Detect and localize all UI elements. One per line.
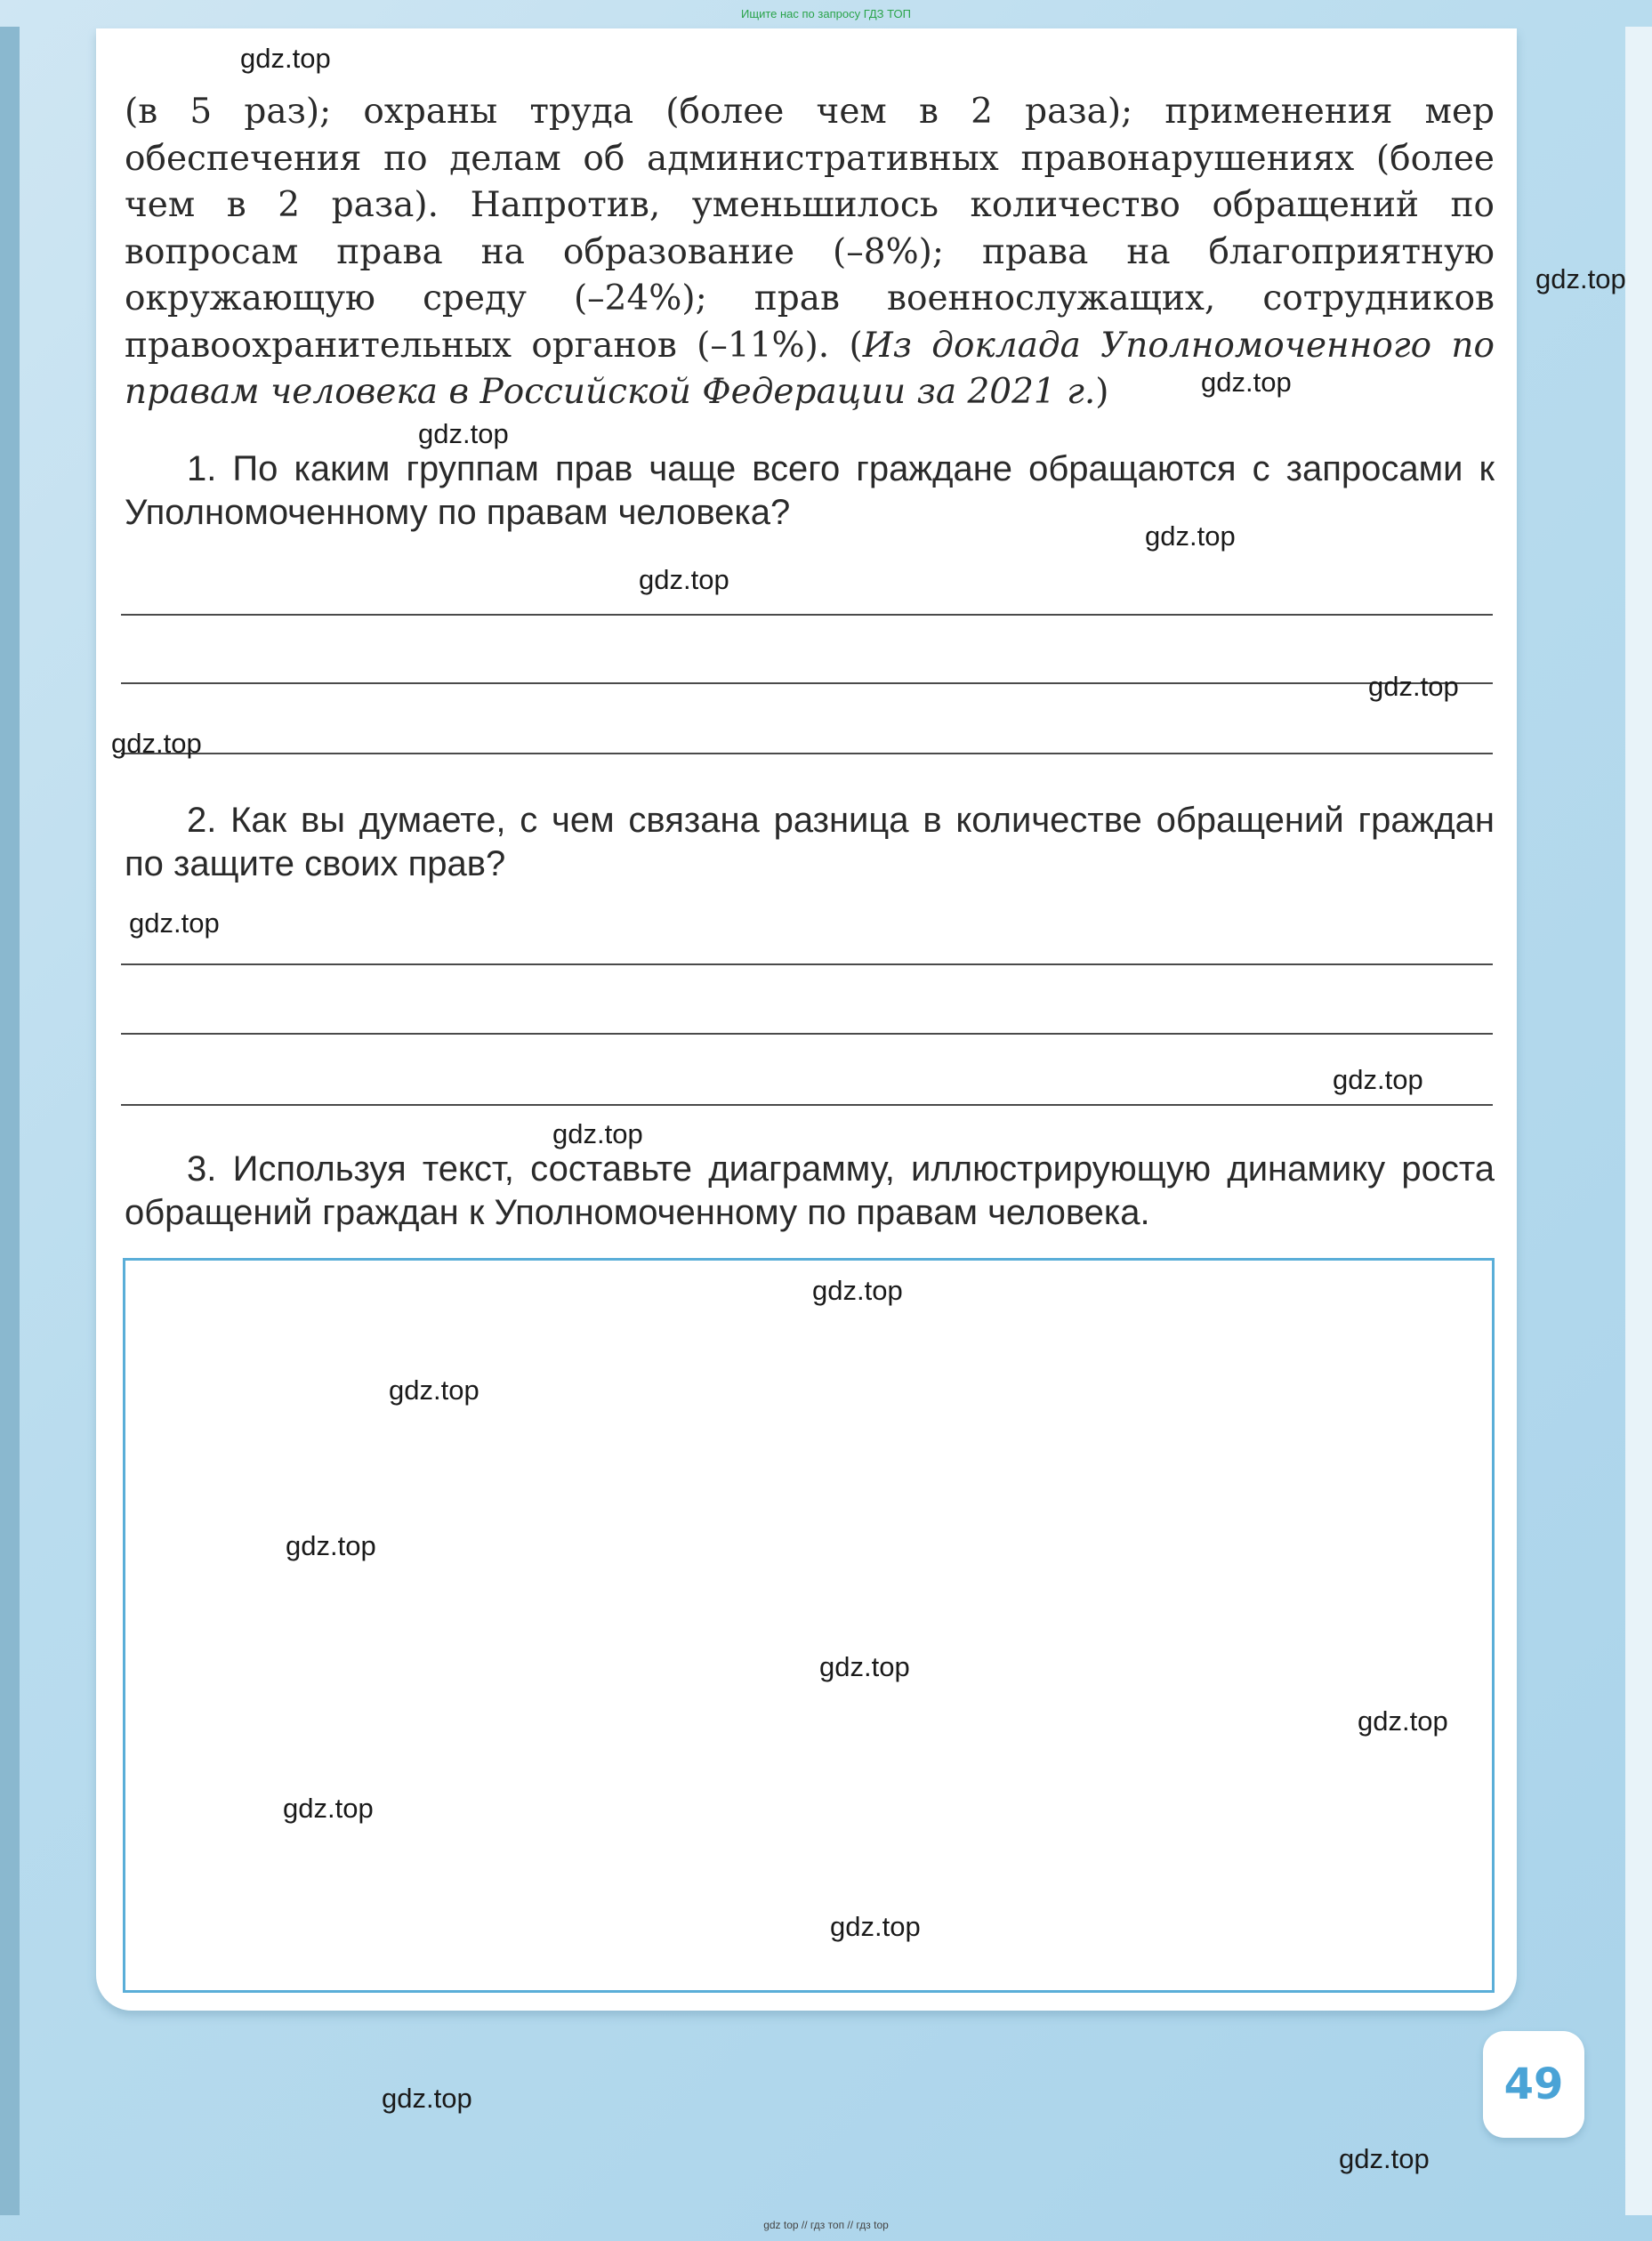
watermark: gdz.top — [283, 1793, 374, 1824]
answer-line-1b[interactable] — [121, 682, 1493, 684]
page-spine-strip — [0, 27, 20, 2215]
watermark: gdz.top — [111, 728, 202, 759]
diagram-answer-box[interactable] — [123, 1258, 1495, 1993]
watermark: gdz.top — [830, 1911, 921, 1942]
watermark: gdz.top — [1368, 671, 1459, 702]
answer-line-2a[interactable] — [121, 963, 1493, 965]
watermark: gdz.top — [552, 1118, 643, 1149]
watermark: gdz.top — [389, 1374, 479, 1406]
paragraph-source: Из доклада Уполномоченного по правам человека в Российской Федерации за 2021 г. — [125, 325, 1495, 412]
watermark: gdz.top — [1358, 1705, 1448, 1737]
question-3: 3. Используя текст, составьте диаграмму, иллюстрирующую динамику роста обращений граждан к Уполномоченному по правам человека. — [125, 1149, 1495, 1232]
page-number: 49 — [1483, 2031, 1584, 2138]
top-banner: Ищите нас по запросу ГДЗ ТОП — [741, 7, 911, 20]
question-1: 1. По каким группам прав чаще всего граждане обращаются с запросами к Уполномоченному по правам человека? — [125, 449, 1495, 532]
answer-line-2c[interactable] — [121, 1104, 1493, 1106]
watermark: gdz.top — [1333, 1064, 1423, 1095]
answer-line-2b[interactable] — [121, 1033, 1493, 1035]
watermark: gdz.top — [1145, 520, 1236, 552]
answer-line-1c[interactable] — [121, 753, 1493, 754]
watermark: gdz.top — [1201, 367, 1292, 398]
watermark: gdz.top — [812, 1275, 903, 1306]
watermark: gdz.top — [1339, 2143, 1430, 2174]
bottom-banner: gdz top // гдз топ // гдз top — [763, 2219, 889, 2231]
watermark: gdz.top — [418, 418, 509, 449]
watermark: gdz.top — [240, 43, 331, 74]
question-2: 2. Как вы думаете, с чем связана разница в количестве обращений граждан по защите своих прав? — [125, 801, 1495, 883]
watermark: gdz.top — [1535, 263, 1626, 294]
page-edge-strip — [1625, 27, 1652, 2215]
watermark: gdz.top — [819, 1651, 910, 1682]
watermark: gdz.top — [129, 907, 220, 939]
paragraph-main-text: (в 5 раз); охраны труда (более чем в 2 раза); применения мер обеспечения по делам об административных правонарушениях (более чем в 2 раза). Напротив, уменьшилось количество обращений по вопросам права на образование (–8%); права на благоприятную окружающую среду (–24%); прав военнослужащих, сотрудников правоохранительных органов (–11%). ( — [125, 92, 1495, 366]
watermark: gdz.top — [286, 1530, 376, 1561]
watermark: gdz.top — [382, 2083, 472, 2114]
paragraph-closing: ) — [1095, 372, 1109, 412]
watermark: gdz.top — [639, 564, 729, 595]
answer-line-1a[interactable] — [121, 614, 1493, 616]
